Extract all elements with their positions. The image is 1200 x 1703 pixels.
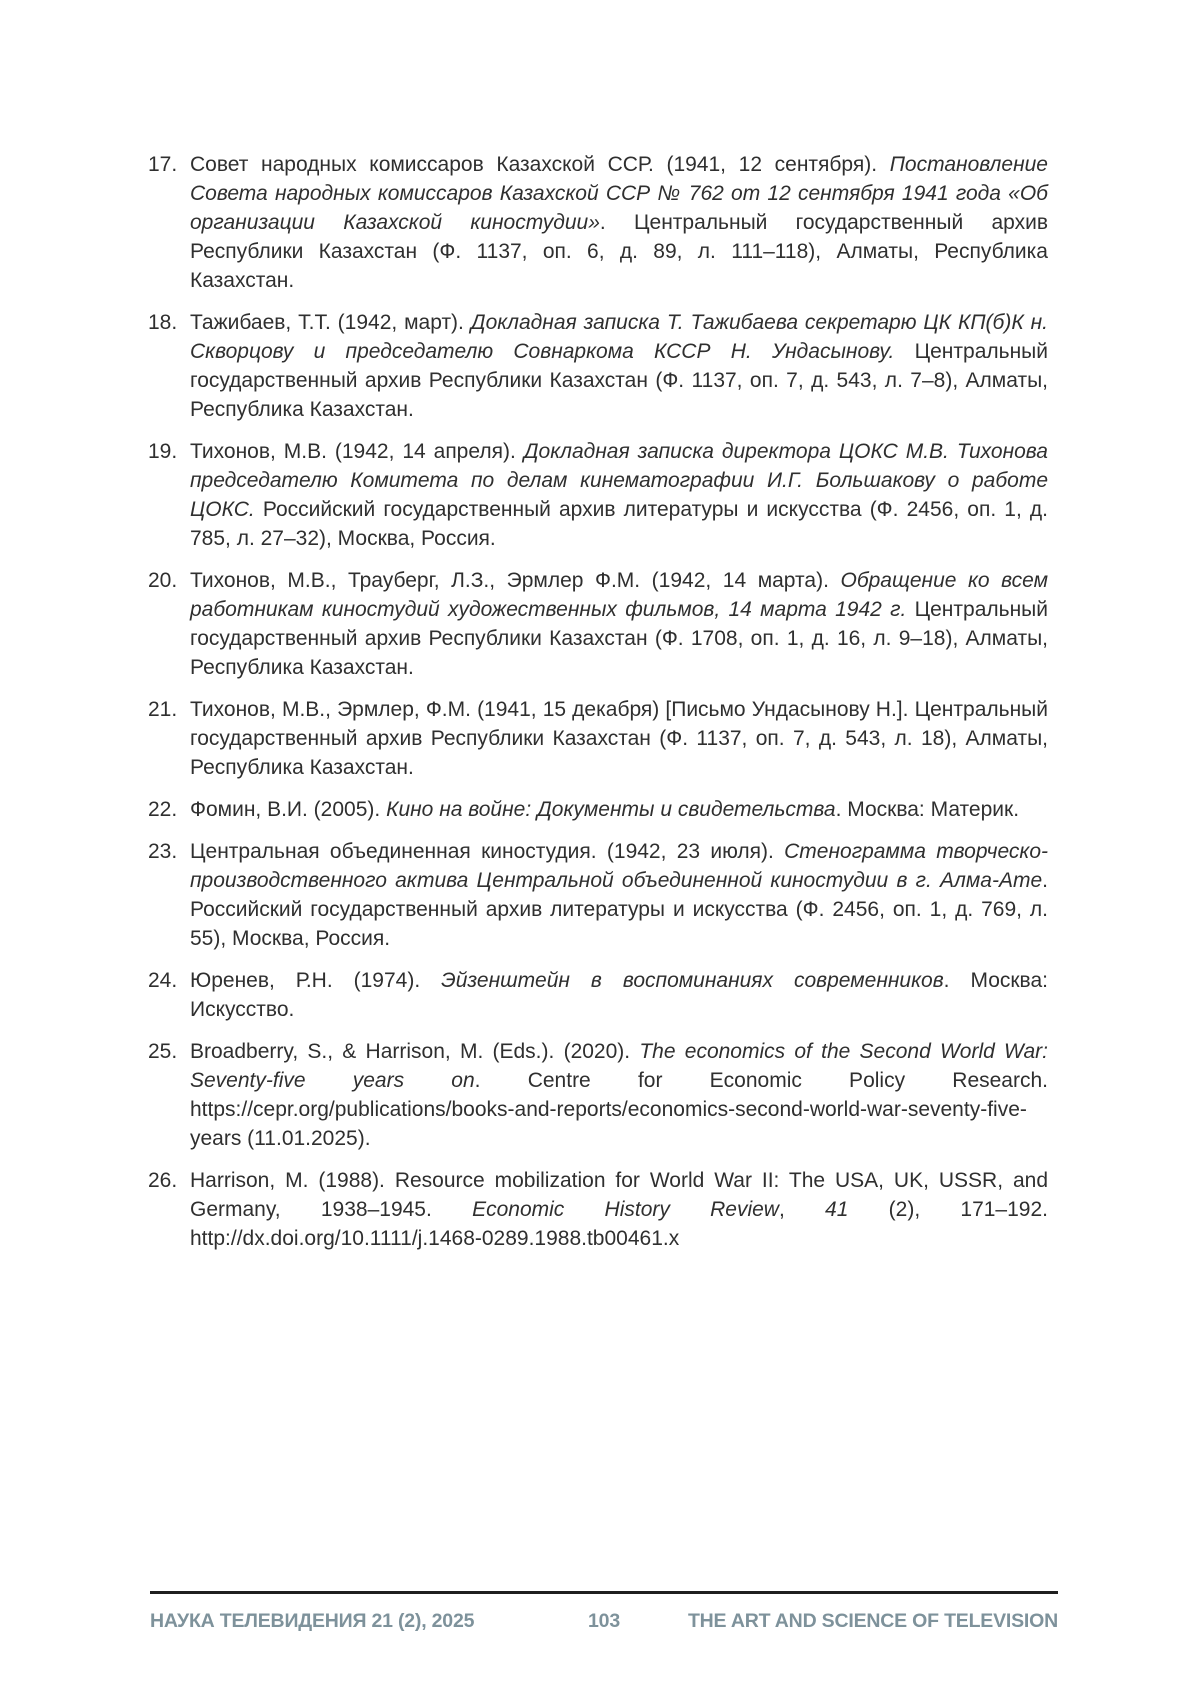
reference-list xyxy=(148,150,1048,1266)
reference-item xyxy=(148,1166,1048,1253)
reference-segment: Центральный государственный архив Республики Казахстан (Ф. 1137, оп. 7, д. 543, л. 7–8), Алматы, Республика Казахстан. xyxy=(190,340,1048,421)
reference-item xyxy=(148,966,1048,1024)
reference-segment-italic: 41 xyxy=(825,1198,849,1221)
reference-text xyxy=(190,837,1048,953)
reference-item xyxy=(148,795,1048,824)
reference-segment-italic: Докладная записка директора ЦОКС М.В. Тихонова председателю Комитета по делам кинематографии И.Г. Большакову о работе ЦОКС. xyxy=(190,440,1048,521)
footer-journal-title-en: THE ART AND SCIENCE OF TELEVISION xyxy=(687,1610,1058,1632)
reference-number: 17. xyxy=(148,153,178,176)
reference-segment: Российский государственный архив литературы и искусства (Ф. 2456, оп. 1, д. 785, л. 27–32), Москва, Россия. xyxy=(190,498,1048,550)
reference-number: 19. xyxy=(148,440,178,463)
reference-segment: . Центральный государственный архив Республики Казахстан (Ф. 1137, оп. 6, д. 89, л. 111–118), Алматы, Республика Казахстан. xyxy=(190,211,1048,292)
reference-text xyxy=(190,566,1048,682)
reference-segment-italic: Постановление Совета народных комиссаров Казахской ССР № 762 от 12 сентября 1941 года «Об организации Казахской киностудии» xyxy=(190,153,1048,234)
reference-number: 18. xyxy=(148,311,178,334)
reference-item xyxy=(148,308,1048,424)
reference-item xyxy=(148,437,1048,553)
reference-number: 21. xyxy=(148,698,178,721)
reference-item xyxy=(148,150,1048,295)
reference-text xyxy=(190,1037,1048,1153)
reference-text xyxy=(190,966,1048,1024)
reference-item xyxy=(148,837,1048,953)
reference-segment-italic: Кино на войне: Документы и свидетельства xyxy=(386,798,836,821)
reference-number: 23. xyxy=(148,840,178,863)
reference-segment-italic: Докладная записка Т. Тажибаева секретарю ЦК КП(б)К н. Скворцову и председателю Совнаркома КССР Н. Ундасынову. xyxy=(190,311,1048,363)
reference-number: 26. xyxy=(148,1169,178,1192)
reference-segment: Тихонов, М.В., Эрмлер, Ф.М. (1941, 15 декабря) [Письмо Ундасынову Н.]. Центральный государственный архив Республики Казахстан (Ф. 1137, оп. 7, д. 543, л. 18), Алматы, Республика Казахстан. xyxy=(190,698,1048,779)
reference-segment: Тихонов, М.В. (1942, 14 апреля). xyxy=(190,440,524,463)
reference-segment-italic: Economic History Review xyxy=(472,1198,779,1221)
reference-item xyxy=(148,1037,1048,1153)
reference-number: 25. xyxy=(148,1040,178,1063)
reference-segment: Совет народных комиссаров Казахской ССР. (1941, 12 сентября). xyxy=(190,153,890,176)
reference-segment-italic: The economics of the Second World War: Seventy-five years on xyxy=(190,1040,1048,1092)
reference-segment: . Российский государственный архив литературы и искусства (Ф. 2456, оп. 1, д. 769, л. 55), Москва, Россия. xyxy=(190,869,1048,950)
reference-number: 24. xyxy=(148,969,178,992)
reference-text xyxy=(190,437,1048,553)
reference-segment: , xyxy=(778,1198,826,1221)
footer-page-number: 103 xyxy=(588,1610,620,1632)
reference-text xyxy=(190,795,1048,824)
reference-segment-italic: Стенограмма творческо-производственного актива Центральной объединенной киностудии в г. Алма-Ате xyxy=(190,840,1048,892)
page-footer xyxy=(150,1591,1058,1633)
reference-segment-italic: Обращение ко всем работникам киностудий художественных фильмов, 14 марта 1942 г. xyxy=(190,569,1048,621)
reference-segment: Harrison, M. (1988). Resource mobilization for World War II: The USA, UK, USSR, and Germany, 1938–1945. xyxy=(190,1169,1048,1221)
reference-segment: Фомин, В.И. (2005). xyxy=(190,798,387,821)
reference-segment: . Centre for Economic Policy Research. https://cepr.org/publications/books-and-reports/economics-second-world-war-seventy-five-years (11.01.2025). xyxy=(190,1069,1048,1150)
reference-segment-italic: Эйзенштейн в воспоминаниях современников xyxy=(441,969,944,992)
reference-text xyxy=(190,308,1048,424)
reference-item xyxy=(148,695,1048,782)
reference-segment: . Москва: Материк. xyxy=(835,798,1020,821)
footer-row xyxy=(150,1610,1058,1633)
reference-number: 20. xyxy=(148,569,178,592)
reference-text xyxy=(190,150,1048,295)
footer-rule xyxy=(150,1591,1058,1594)
reference-segment: Юренев, Р.Н. (1974). xyxy=(190,969,442,992)
reference-segment: Тихонов, М.В., Трауберг, Л.З., Эрмлер Ф.М. (1942, 14 марта). xyxy=(190,569,841,592)
reference-number: 22. xyxy=(148,798,178,821)
reference-segment: . Москва: Искусство. xyxy=(190,969,1048,1021)
reference-segment: Центральный государственный архив Республики Казахстан (Ф. 1708, оп. 1, д. 16, л. 9–18), Алматы, Республика Казахстан. xyxy=(190,598,1048,679)
reference-segment: Тажибаев, Т.Т. (1942, март). xyxy=(190,311,471,334)
reference-item xyxy=(148,566,1048,682)
reference-text xyxy=(190,1166,1048,1253)
reference-text xyxy=(190,695,1048,782)
reference-segment: Broadberry, S., & Harrison, M. (Eds.). (2020). xyxy=(190,1040,640,1063)
reference-segment: Центральная объединенная киностудия. (1942, 23 июля). xyxy=(190,840,785,863)
reference-segment: (2), 171–192. http://dx.doi.org/10.1111/j.1468-0289.1988.tb00461.x xyxy=(190,1198,1048,1250)
footer-journal-title-ru: НАУКА ТЕЛЕВИДЕНИЯ 21 (2), 2025 xyxy=(150,1610,475,1632)
